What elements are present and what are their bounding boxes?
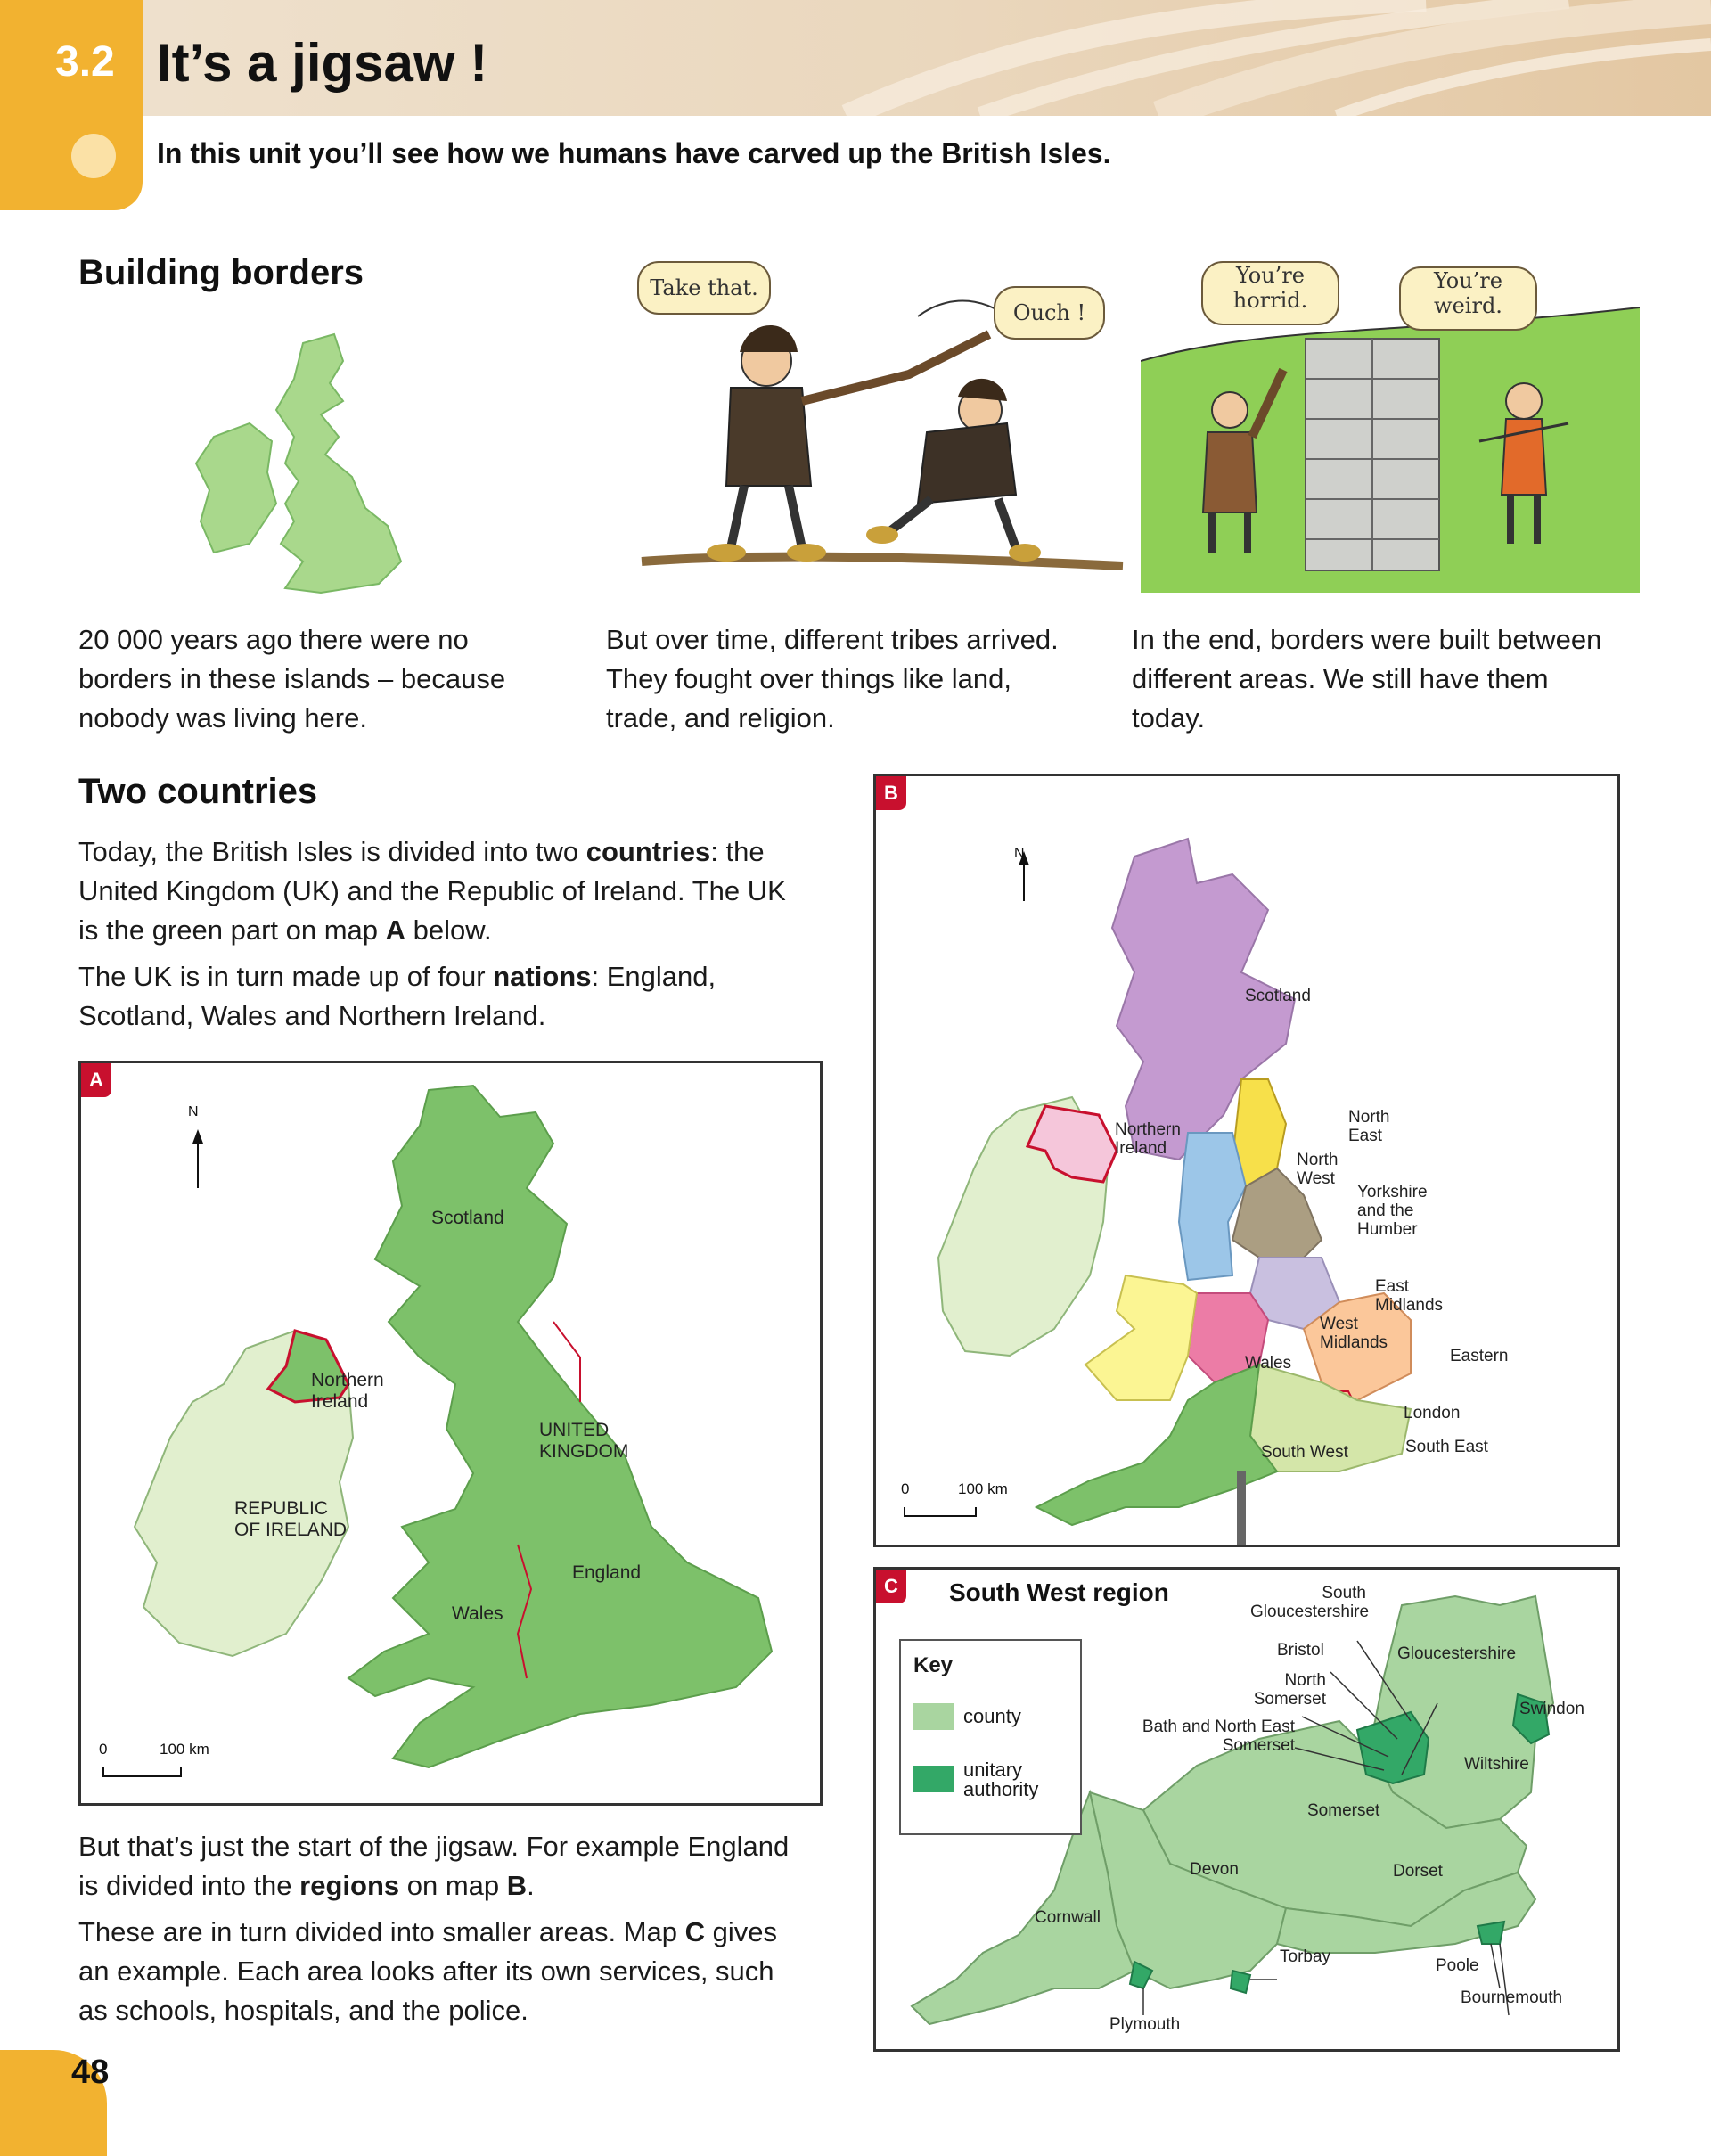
map-c-key	[899, 1639, 1082, 1835]
cartoon-tribes-fighting	[624, 254, 1141, 593]
speech-take-that: Take that.	[637, 261, 771, 315]
caption-no-borders: 20 000 years ago there were no borders in these islands – because nobody was living here.	[78, 624, 506, 734]
map-a-label: A	[81, 1063, 111, 1097]
map-c-gloucestershire: Gloucestershire	[1397, 1644, 1517, 1663]
caption-tribes: But over time, different tribes arrived. They fought over things like land, trade, and religion.	[606, 624, 1059, 734]
unit-number: 3.2	[55, 38, 115, 86]
map-c-plymouth: Plymouth	[1109, 2015, 1181, 2034]
map-b-eastern: Eastern	[1450, 1347, 1509, 1365]
map-c-torbay: Torbay	[1280, 1947, 1331, 1966]
map-a-uk: UNITED KINGDOM	[539, 1420, 629, 1462]
paragraph-countries: Today, the British Isles is divided into two countries: the United Kingdom (UK) and the Republic of Ireland. The UK is the green part on map A below.	[78, 836, 786, 946]
map-a-scotland: Scotland	[431, 1208, 504, 1228]
map-c-cornwall: Cornwall	[1035, 1908, 1101, 1927]
map-a-england: England	[572, 1562, 642, 1583]
regions-text	[78, 1827, 809, 2037]
key-unitary-label: unitary authority	[963, 1758, 1039, 1800]
unit-tab	[0, 0, 143, 210]
map-b-north: N	[1014, 846, 1025, 861]
paragraph-regions: But that’s just the start of the jigsaw. For example England is divided into the regions on map B.	[78, 1831, 790, 1901]
map-b-scotland: Scotland	[1245, 987, 1311, 1005]
map-b-south-east: South East	[1405, 1438, 1488, 1456]
map-b-london: London	[1404, 1404, 1461, 1422]
unit-bullet-dot	[71, 134, 116, 178]
map-b-yorkshire: Yorkshire and the Humber	[1357, 1183, 1428, 1239]
map-c-somerset: Somerset	[1307, 1801, 1380, 1820]
page-number: 48	[71, 2054, 110, 2091]
map-a-drawing	[81, 1063, 820, 1803]
key-county-swatch	[913, 1703, 954, 1730]
map-c-poole: Poole	[1436, 1956, 1479, 1975]
heading-building-borders: Building borders	[78, 253, 364, 292]
map-c-bristol: Bristol	[1277, 1641, 1324, 1660]
map-c-north-somerset: North Somerset	[1253, 1671, 1326, 1709]
map-c-bath: Bath and North East Somerset	[1142, 1717, 1295, 1755]
map-c-dorset: Dorset	[1393, 1862, 1443, 1881]
map-c-label: C	[876, 1570, 906, 1603]
map-c-swindon: Swindon	[1519, 1700, 1584, 1718]
map-c-bournemouth: Bournemouth	[1461, 1988, 1563, 2007]
map-b-label: B	[876, 776, 906, 810]
unit-title: It’s a jigsaw !	[157, 33, 488, 93]
key-unitary-swatch	[913, 1766, 954, 1792]
map-b-drawing	[876, 776, 1617, 1545]
map-a-scale-km: 100 km	[160, 1741, 209, 1758]
speech-weird: You’re weird.	[1399, 266, 1537, 331]
map-a	[78, 1061, 823, 1806]
empty-islands-map	[187, 330, 428, 597]
map-a-northern-ireland: Northern Ireland	[311, 1370, 384, 1412]
heading-two-countries: Two countries	[78, 772, 318, 811]
map-c-title: South West region	[949, 1578, 1169, 1606]
map-a-roi: REPUBLIC OF IRELAND	[234, 1498, 348, 1540]
caption-borders-built: In the end, borders were built between different areas. We still have them today.	[1132, 624, 1602, 734]
speech-horrid: You’re horrid.	[1201, 261, 1339, 325]
map-b-north-west: North West	[1297, 1151, 1339, 1188]
paragraph-nations: The UK is in turn made up of four nations: England, Scotland, Wales and Northern Ireland.	[78, 961, 716, 1031]
cartoon-border-wall	[1141, 254, 1640, 593]
map-b-east-midlands: East Midlands	[1375, 1277, 1444, 1315]
map-b-northern-ireland: Northern Ireland	[1115, 1120, 1181, 1158]
map-c	[873, 1567, 1620, 2052]
paragraph-smaller-areas: These are in turn divided into smaller areas. Map C gives an example. Each area looks after its own services, such as schools, hospitals, and the police.	[78, 1916, 777, 2026]
map-b-north-east: North East	[1348, 1108, 1390, 1145]
map-b-south-west: South West	[1261, 1443, 1348, 1462]
two-countries-text	[78, 832, 791, 1043]
key-county-label: county	[963, 1705, 1021, 1727]
map-b-west-midlands: West Midlands	[1320, 1315, 1388, 1352]
map-c-devon: Devon	[1190, 1860, 1239, 1879]
map-b-wales: Wales	[1245, 1354, 1292, 1373]
map-a-north: N	[188, 1104, 199, 1119]
speech-ouch: Ouch !	[994, 286, 1105, 340]
map-b	[873, 774, 1620, 1547]
key-title: Key	[913, 1653, 954, 1677]
map-b-scale-km: 100 km	[958, 1480, 1008, 1497]
unit-intro: In this unit you’ll see how we humans have carved up the British Isles.	[157, 137, 1111, 169]
map-a-wales: Wales	[452, 1603, 503, 1624]
map-c-south-glos: South Gloucestershire	[1250, 1584, 1370, 1621]
map-c-wiltshire: Wiltshire	[1464, 1755, 1529, 1774]
map-a-scale-zero: 0	[99, 1741, 108, 1758]
map-b-scale-zero: 0	[901, 1480, 910, 1497]
